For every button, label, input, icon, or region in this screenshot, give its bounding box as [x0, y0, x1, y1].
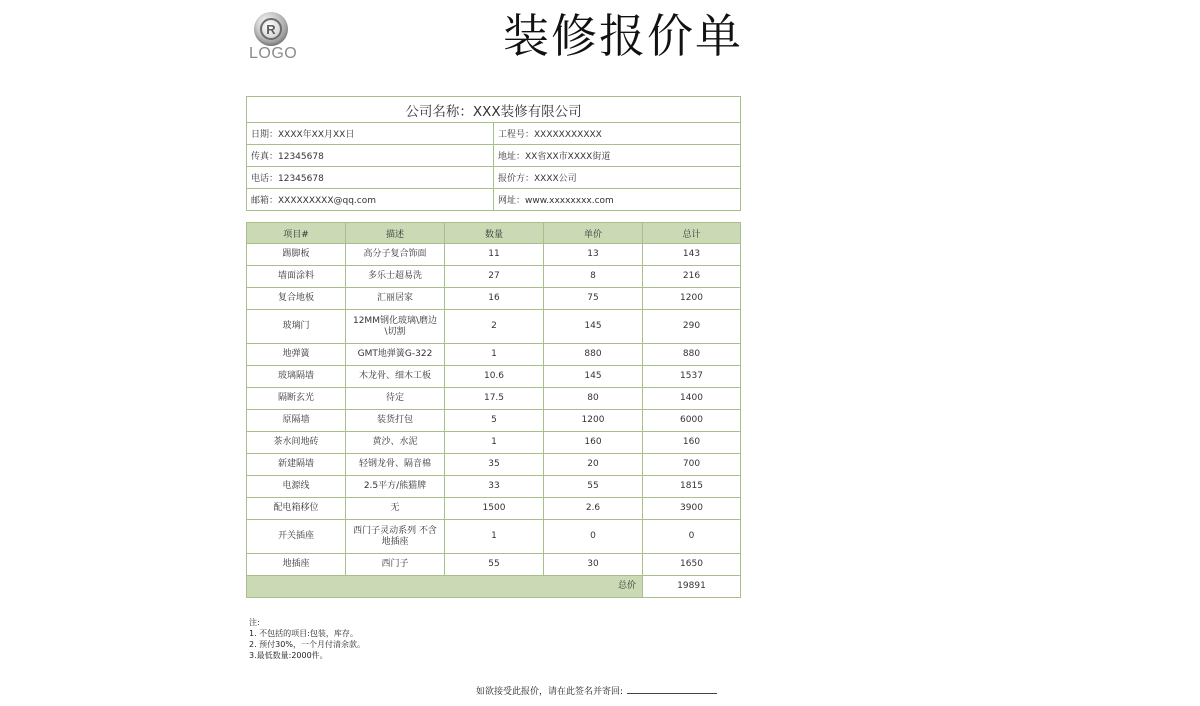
info-row-phone [247, 167, 741, 189]
cell-total: 1815 [643, 476, 741, 498]
cell-total: 880 [643, 344, 741, 366]
cell-quantity: 55 [445, 554, 544, 576]
company-name-row [247, 97, 741, 123]
cell-item: 玻璃隔墙 [247, 366, 346, 388]
header-item: 项目# [247, 223, 346, 244]
cell-total: 1200 [643, 288, 741, 310]
cell-item: 新建隔墙 [247, 454, 346, 476]
cell-item: 隔断玄光 [247, 388, 346, 410]
cell-unit-price: 8 [544, 266, 643, 288]
note-line: 3.最低数量:2000件。 [249, 651, 328, 660]
cell-unit-price: 0 [544, 520, 643, 554]
cell-unit-price: 13 [544, 244, 643, 266]
info-address: 地址：XX省XX市XXXX街道 [494, 145, 741, 167]
info-row-fax [247, 145, 741, 167]
cell-quantity: 10.6 [445, 366, 544, 388]
cell-total: 0 [643, 520, 741, 554]
header-quantity: 数量 [445, 223, 544, 244]
table-row [247, 520, 741, 554]
cell-description: 装货打包 [346, 410, 445, 432]
note-line: 2. 预付30%，一个月付清余款。 [249, 640, 365, 649]
cell-unit-price: 1200 [544, 410, 643, 432]
grand-total-label: 总价 [247, 576, 643, 598]
cell-description: 木龙骨、细木工板 [346, 366, 445, 388]
cell-quantity: 11 [445, 244, 544, 266]
table-row [247, 244, 741, 266]
header-description: 描述 [346, 223, 445, 244]
cell-total: 1650 [643, 554, 741, 576]
info-quoter: 报价方：XXXX公司 [494, 167, 741, 189]
table-row [247, 288, 741, 310]
cell-description: 12MM钢化玻璃\磨边\切割 [346, 310, 445, 344]
cell-unit-price: 145 [544, 366, 643, 388]
info-fax: 传真：12345678 [247, 145, 494, 167]
cell-total: 6000 [643, 410, 741, 432]
logo-mark-letter: R [260, 18, 282, 40]
cell-unit-price: 20 [544, 454, 643, 476]
table-row [247, 454, 741, 476]
table-row [247, 498, 741, 520]
cell-item: 踢脚板 [247, 244, 346, 266]
signature-prompt [476, 684, 717, 697]
cell-item: 地弹簧 [247, 344, 346, 366]
cell-item: 配电箱移位 [247, 498, 346, 520]
registered-mark-icon [254, 12, 288, 46]
company-logo [246, 12, 298, 64]
cell-item: 墙面涂料 [247, 266, 346, 288]
cell-unit-price: 145 [544, 310, 643, 344]
page-title: 装修报价单 [503, 9, 743, 63]
table-row [247, 432, 741, 454]
cell-quantity: 1 [445, 520, 544, 554]
cell-unit-price: 30 [544, 554, 643, 576]
cell-item: 复合地板 [247, 288, 346, 310]
cell-description: 高分子复合饰面 [346, 244, 445, 266]
cell-total: 1537 [643, 366, 741, 388]
grand-total-value: 19891 [643, 576, 741, 598]
info-date: 日期：XXXX年XX月XX日 [247, 123, 494, 145]
company-info-table [246, 96, 741, 211]
cell-description: 无 [346, 498, 445, 520]
table-row [247, 366, 741, 388]
info-project-number: 工程号：XXXXXXXXXXX [494, 123, 741, 145]
cell-description: 汇丽居家 [346, 288, 445, 310]
cell-description: 多乐士超易洗 [346, 266, 445, 288]
cell-quantity: 1500 [445, 498, 544, 520]
table-row [247, 410, 741, 432]
info-phone: 电话：12345678 [247, 167, 494, 189]
cell-item: 玻璃门 [247, 310, 346, 344]
signature-text: 如欲接受此报价，请在此签名并寄回: [476, 687, 624, 697]
cell-total: 290 [643, 310, 741, 344]
cell-description: 西门子 [346, 554, 445, 576]
cell-description: 西门子灵动系列 不含地插座 [346, 520, 445, 554]
info-row-date [247, 123, 741, 145]
cell-item: 原隔墙 [247, 410, 346, 432]
signature-line[interactable] [627, 693, 717, 694]
notes-section [249, 617, 365, 661]
notes-heading: 注: [249, 618, 260, 627]
cell-description: 2.5平方/熊猫牌 [346, 476, 445, 498]
table-row [247, 388, 741, 410]
cell-description: 待定 [346, 388, 445, 410]
cell-quantity: 1 [445, 344, 544, 366]
cell-item: 电源线 [247, 476, 346, 498]
cell-quantity: 33 [445, 476, 544, 498]
cell-quantity: 17.5 [445, 388, 544, 410]
grand-total-row [247, 576, 741, 598]
cell-quantity: 35 [445, 454, 544, 476]
header-unit-price: 单价 [544, 223, 643, 244]
table-row [247, 554, 741, 576]
cell-total: 216 [643, 266, 741, 288]
cell-item: 开关插座 [247, 520, 346, 554]
cell-unit-price: 80 [544, 388, 643, 410]
cell-total: 160 [643, 432, 741, 454]
cell-unit-price: 880 [544, 344, 643, 366]
table-row [247, 344, 741, 366]
cell-unit-price: 160 [544, 432, 643, 454]
table-row [247, 310, 741, 344]
cell-unit-price: 75 [544, 288, 643, 310]
cell-total: 143 [643, 244, 741, 266]
quote-items-table [246, 222, 741, 598]
info-row-email [247, 189, 741, 211]
cell-description: GMT地弹簧G-322 [346, 344, 445, 366]
cell-item: 茶水间地砖 [247, 432, 346, 454]
cell-quantity: 16 [445, 288, 544, 310]
cell-item: 地插座 [247, 554, 346, 576]
cell-quantity: 2 [445, 310, 544, 344]
cell-quantity: 5 [445, 410, 544, 432]
cell-total: 3900 [643, 498, 741, 520]
cell-total: 700 [643, 454, 741, 476]
table-header-row [247, 223, 741, 244]
cell-quantity: 27 [445, 266, 544, 288]
table-row [247, 266, 741, 288]
info-email: 邮箱：XXXXXXXXX@qq.com [247, 189, 494, 211]
cell-description: 黄沙、水泥 [346, 432, 445, 454]
cell-unit-price: 55 [544, 476, 643, 498]
cell-total: 1400 [643, 388, 741, 410]
cell-quantity: 1 [445, 432, 544, 454]
company-name: 公司名称：XXX装修有限公司 [247, 97, 741, 123]
info-website: 网址：www.xxxxxxxx.com [494, 189, 741, 211]
logo-text: LOGO [249, 45, 298, 62]
note-line: 1. 不包括的项目:包装，库存。 [249, 629, 358, 638]
header-total: 总计 [643, 223, 741, 244]
table-row [247, 476, 741, 498]
cell-description: 轻钢龙骨、隔音棉 [346, 454, 445, 476]
cell-unit-price: 2.6 [544, 498, 643, 520]
